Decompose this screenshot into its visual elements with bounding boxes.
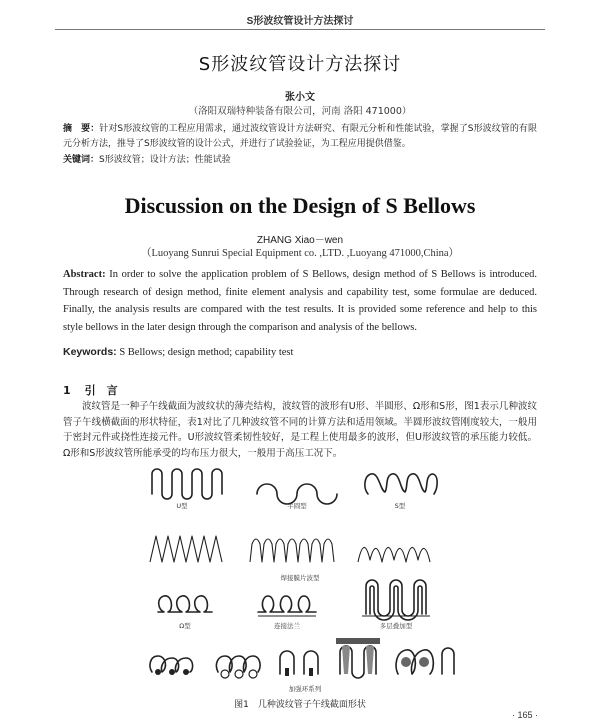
u-profile xyxy=(152,469,222,499)
omega-profile-label: Ω型 xyxy=(179,622,191,630)
welded-profile-zigzag xyxy=(150,536,222,562)
multilayer-profile xyxy=(362,580,430,620)
english-author: ZHANG Xiao－wen xyxy=(256,235,344,246)
english-abstract xyxy=(63,266,537,336)
connected-profile xyxy=(258,596,316,612)
chinese-author: 张小文 xyxy=(285,92,315,103)
english-keywords xyxy=(63,345,537,360)
semicircle-profile-label: 半圆型 xyxy=(287,502,307,510)
section-title: 引 言 xyxy=(84,384,118,397)
welded-profile-label: 焊接膜片波型 xyxy=(280,574,320,582)
section-number: 1 xyxy=(63,384,71,397)
english-keywords-label: Keywords: xyxy=(63,346,117,358)
running-head: S形波纹管设计方法探讨 xyxy=(246,16,354,27)
s-profile xyxy=(365,474,437,494)
english-title: Discussion on the Design of S Bellows xyxy=(124,193,476,218)
reinforced-profile-label: 加强环系列 xyxy=(288,685,322,693)
english-abstract-label: Abstract: xyxy=(63,269,106,280)
chinese-affiliation: （洛阳双瑞特种装备有限公司，河南 洛阳 471000） xyxy=(188,106,412,117)
english-abstract-text: In order to solve the application problem of S Bellows, design method of S Bellows is introduced. Through research of design method, finite element analysis and capability test, some formulae are deduced. Finally, the analysis results are compared with the test results. It is provided some reference and help to this style bellows in the later design through the comparison and analysis of the bellows. xyxy=(63,269,538,333)
reinforced-profile xyxy=(150,638,454,678)
english-keywords-text: S Bellows; design method; capability test xyxy=(119,347,294,358)
header-rule xyxy=(55,29,545,30)
bellows-figure xyxy=(130,462,470,698)
chinese-abstract xyxy=(63,122,537,152)
omega-profile xyxy=(158,596,212,612)
chinese-abstract-label: 摘 要： xyxy=(63,124,100,134)
chinese-title: S形波纹管设计方法探讨 xyxy=(198,54,402,75)
section-heading xyxy=(63,382,118,398)
english-affiliation: （Luoyang Sunrui Special Equipment co. ,LTD. ,Luoyang 471000,China） xyxy=(140,248,460,259)
multilayer-profile-label: 多层叠加型 xyxy=(379,622,413,630)
welded-profile-arched xyxy=(250,539,334,562)
semicircle-profile xyxy=(257,484,337,504)
chinese-keywords xyxy=(63,153,537,167)
figure-caption: 图1 几种波纹管子午线截面形状 xyxy=(234,700,366,710)
u-profile-label: U型 xyxy=(176,502,188,510)
chinese-abstract-text: 针对S形波纹管的工程应用需求，通过波纹管设计方法研究、有限元分析和性能试验，掌握了S形波纹管的有限元分析方法，推导了S形波纹管的设计公式，并进行了试验验证，为工程应用提供借鉴。 xyxy=(63,124,537,149)
page-number: · 165 · xyxy=(511,710,538,720)
section-body-text: 波纹管是一种子午线截面为波纹状的薄壳结构，波纹管的波形有U形、半圆形、Ω形和S形，图1表示几种波纹管子午线横截面的形状特征，表1对比了几种波纹管不同的计算方法和适用领域。半圆形波纹管刚度较大，一般用于密封元件或挠性连接元件。U形波纹管柔韧性较好，是工程上使用最多的波形，但U形波纹管的承压能力较低。Ω形和S形波纹管所能承受的均布压力很大，一般用于高压工况下。 xyxy=(63,401,537,459)
connected-profile-label: 连接法兰 xyxy=(274,622,300,630)
welded-profile-wave xyxy=(358,547,430,562)
chinese-keywords-text: S形波纹管；设计方法；性能试验 xyxy=(99,155,231,165)
s-profile-label: S型 xyxy=(394,502,406,510)
chinese-keywords-label: 关键词： xyxy=(63,155,100,165)
